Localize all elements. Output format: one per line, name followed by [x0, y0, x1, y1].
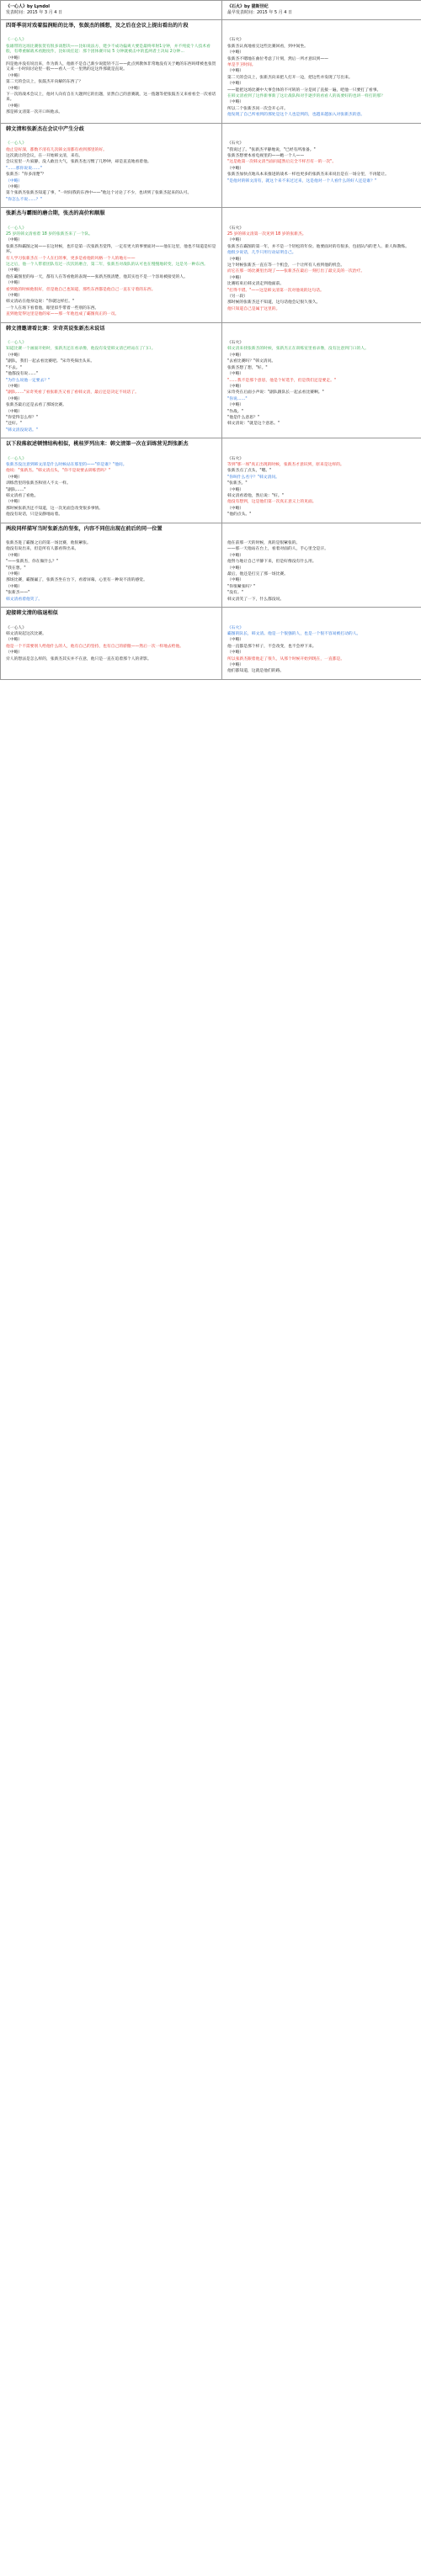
- left-excerpt-cell: [1, 523, 222, 607]
- excerpt-line: [6, 451, 216, 456]
- excerpt-line: [6, 32, 216, 37]
- header-row: [1, 1, 421, 20]
- comparison-row: [1, 20, 421, 124]
- excerpt-line: 《一心人》: [6, 226, 26, 231]
- excerpt-line: 下一次的战术会议上，他对人向有自在大题到它的出题，显然自己的意赛就，这一拨题等把张鼓杰又来看看全一次看话来。: [6, 93, 216, 103]
- section-title-spacer: [227, 526, 421, 533]
- excerpt-line: （中略）: [6, 353, 23, 358]
- excerpt-line: 张新杰认真地看完这些比赛回看，到中间坐。: [227, 44, 308, 49]
- excerpt-line: 张新杰想要本看电视里的——她一个人——: [227, 153, 305, 158]
- excerpt-line: 他一直都是那个样子，不会改变，也不会停下来。: [227, 644, 317, 649]
- left-header-cell: [1, 1, 222, 20]
- excerpt-line: [227, 620, 421, 625]
- excerpt-line: [227, 220, 421, 226]
- excerpt-line: 他们都知道，这就是他们的路。: [227, 669, 285, 674]
- excerpt-line: "作战。": [227, 409, 243, 414]
- excerpt-line: （中略）: [227, 638, 244, 643]
- excerpt-line: [227, 135, 421, 141]
- excerpt-line: （中略）: [227, 403, 244, 408]
- excerpt-line: （中略）: [227, 487, 244, 492]
- excerpt-line: 张新杰最后还是去看了那场比赛。: [6, 403, 67, 408]
- excerpt-line: 张新杰在霸图的第一年，并不是一个轻松的年份。他要面对的有很多，包括队内的老人、新人和教练。: [227, 244, 409, 249]
- section-title: 两段同样描写当时张新杰的坚张，内容不同但出现在前后的同一位置: [6, 525, 163, 532]
- excerpt-line: 张新杰不嗯地在曲位考虑了片刻，然后一所才意识到——: [227, 56, 328, 61]
- excerpt-line: "……那你说说……": [6, 166, 42, 171]
- excerpt-line: 知道比赛一个画面开始时，张新杰还在看录像，他没有发觉韩文清已经站在了门口。: [6, 347, 156, 352]
- excerpt-line: （中略）: [227, 372, 244, 377]
- excerpt-line: （中略）: [227, 257, 244, 262]
- excerpt-line: （中略）: [6, 475, 23, 480]
- excerpt-line: 一个人在场下看着他，眼里似乎带着一些别的东西。: [6, 305, 99, 311]
- excerpt-line: 他努力地让自己平静下来，但是好像没有什么用。: [227, 560, 317, 565]
- left-excerpt-cell: [1, 20, 222, 124]
- excerpt-line: 最后，他还是打完了那一场比赛。: [227, 572, 288, 577]
- excerpt-line: 25 岁的韩文清第一次见到 18 岁的张新杰。: [227, 231, 306, 236]
- excerpt-line: ——那一天他站在台上，看着对面的人，手心里全是汗。: [227, 547, 328, 552]
- excerpt-line: 他没有说话，只是安静地站着。: [6, 513, 63, 518]
- excerpt-line: 他只知道自己是属于这里的。: [227, 306, 280, 311]
- excerpt-line: "你叫什么名字？"韩文清问。: [227, 475, 280, 480]
- excerpt-line: 他很少说话，几乎只用行动证明自己。: [227, 251, 296, 256]
- excerpt-line: [6, 220, 216, 226]
- excerpt-line: （中略）: [227, 82, 244, 87]
- section-title: 韩文清和张新杰在会议中产生分歧: [6, 125, 84, 132]
- excerpt-line: 韩文清看着他，然后说："好。": [227, 494, 284, 498]
- excerpt-line: 张新杰点了点头，"嗯。": [227, 469, 272, 474]
- right-excerpt-cell: [222, 123, 421, 207]
- excerpt-line: （中略）: [6, 500, 23, 505]
- excerpt-line: [6, 135, 216, 141]
- excerpt-line: （中略）: [227, 238, 244, 243]
- excerpt-line: 《石火》: [227, 141, 244, 146]
- left-excerpt-cell: [1, 438, 222, 523]
- excerpt-line: "他的点头。": [227, 513, 252, 518]
- excerpt-line: 张雄带的这场比赛张贺有很多谈想决——比如说法方，建少不成功偏爽大要是最终率射1分钟，并不纯爱个人技术看般，有尊重解战术看跑度作，比如说任起：那个团体赛开局 5 分钟就被击中的监两者土决局 2分钟...: [6, 44, 210, 55]
- excerpt-line: "这是他第一次韩文清当面问道然后完全不样否有一的一次"。: [227, 160, 337, 165]
- excerpt-line: （中略）: [6, 572, 23, 577]
- excerpt-line: （中略）: [6, 584, 23, 589]
- excerpt-line: （中略）: [6, 281, 23, 286]
- section-title: 张新杰与霸图的磨合期，张杰的高价和顺服: [6, 210, 105, 217]
- excerpt-line: 他没有说出来，但是所有人都看得出来。: [6, 547, 79, 552]
- excerpt-line: （中略）: [227, 506, 244, 511]
- excerpt-line: 张新杰没注意到韩文清是什么时候站在那里的——"你是谁？"他问。: [6, 462, 127, 467]
- excerpt-line: 宋奇英在后面小声说："副队跟队长一起去看比赛啊。": [227, 390, 324, 396]
- excerpt-line: 那时候的张新杰还不知道，这句话他会记很久很久。: [227, 300, 321, 305]
- excerpt-line: 《一心人》: [6, 38, 26, 43]
- excerpt-line: （中略）: [227, 566, 244, 571]
- excerpt-line: 那是韩文清第一次开口叫他杀。: [6, 110, 63, 115]
- excerpt-line: "还好。": [6, 422, 22, 427]
- excerpt-line: （中略）: [6, 86, 23, 91]
- excerpt-line: "……我不是那个意思，他是个好选手，但是我们还是要走。": [227, 378, 337, 383]
- excerpt-line: 他说："张新杰。"韩文清点头，"你不是说要去训练营吗？": [6, 469, 110, 474]
- section-title: 韩文清邀请看比赛：宋奇英说张新杰未说话: [6, 325, 105, 332]
- excerpt-line: [6, 535, 216, 540]
- excerpt-line: "他是什么意思？": [227, 415, 259, 420]
- excerpt-line: 在韩文清看到了这件新事新了这让战队和对手逐步的看看人的高要好的也讲一样打的那？: [227, 94, 386, 99]
- excerpt-line: （中略）: [227, 275, 244, 280]
- excerpt-line: [6, 620, 216, 625]
- excerpt-line: 《一心人》: [6, 141, 26, 146]
- excerpt-line: 25 岁的韩文清看着 18 岁的张新杰来了一个队。: [6, 231, 93, 236]
- excerpt-line: 《石火》: [227, 38, 244, 43]
- excerpt-line: "副队，我们一起去看比赛吧。"宋奇英探出头来。: [6, 359, 95, 364]
- section-title-spacer: [227, 126, 421, 133]
- excerpt-line: [227, 32, 421, 37]
- comparison-row: [1, 438, 421, 523]
- excerpt-line: （中略）: [6, 56, 23, 61]
- excerpt-line: （中略）: [6, 384, 23, 389]
- excerpt-line: 会议室里一片寂静，没人敢出大气，张新杰也习惯了几秒钟，却是直直地看着他。: [6, 160, 152, 165]
- excerpt-line: 他在前那一天的时候，真的是很紧张的。: [227, 541, 301, 546]
- excerpt-line: "不去。": [6, 365, 22, 370]
- excerpt-line: 《一心人》: [6, 625, 26, 630]
- excerpt-line: 张新杰想了想，"好。": [227, 365, 268, 370]
- excerpt-line: （中略）: [6, 238, 23, 243]
- comparison-row: [1, 322, 421, 438]
- excerpt-line: （中略）: [227, 166, 244, 171]
- excerpt-line: （中略）: [227, 553, 244, 558]
- excerpt-line: 韩文清笑了一下，什么都没说。: [227, 597, 285, 602]
- right-excerpt-cell: [222, 438, 421, 523]
- right-excerpt-cell: [222, 322, 421, 438]
- excerpt-line: 《石火》: [227, 226, 244, 231]
- left-excerpt-cell: [1, 322, 222, 438]
- right-work-title: 《石火》by 猫斯世纪: [227, 4, 269, 9]
- excerpt-line: 旁人的想法是怎么样的，张新杰其实并不在意，他只是一直在追着那个人的背影。: [6, 656, 152, 661]
- excerpt-line: "是他对的韩文清有，就这个来不来过过来，这是他对一个人看什么的好人还是谁？": [227, 178, 377, 183]
- excerpt-line: 《石火》: [227, 625, 244, 630]
- right-publish-date: 最早发表时间：2015 年 5 月 4 日: [227, 10, 293, 15]
- excerpt-line: 《一心人》: [6, 456, 26, 461]
- left-excerpt-cell: [1, 608, 222, 680]
- excerpt-line: 所以张新杰跟着他走了很久，从那个时候开始到现在，一直都是。: [227, 656, 345, 661]
- excerpt-line: "他都没有说……": [6, 372, 38, 377]
- excerpt-line: （中略）: [6, 104, 23, 109]
- section-title: 四哥季羽对戏着温润贴的比举，张鼓杰的插想，及之后在会议上提出看出的片段: [6, 23, 189, 29]
- right-excerpt-cell: [222, 523, 421, 607]
- excerpt-line: "为什么说他一定要去？": [6, 378, 51, 383]
- excerpt-line: "我在想。": [6, 566, 26, 571]
- excerpt-line: [227, 535, 421, 540]
- left-publish-date: 发表时间：2015 年 3 月 4 日: [6, 10, 63, 15]
- excerpt-line: 第二天的会议上，张新杰向来把人打开一边，把这些并发现了写出来。: [227, 75, 353, 80]
- excerpt-line: （中略）: [6, 651, 23, 656]
- excerpt-line: （中略）: [227, 384, 244, 389]
- excerpt-line: 韩文清看着他笑了。: [6, 597, 43, 602]
- section-title-spacer: [227, 23, 421, 29]
- excerpt-line: "张新杰——": [6, 591, 30, 596]
- excerpt-line: 那时候张新杰还不知道，这一次见面会改变很多事情。: [6, 506, 104, 511]
- excerpt-line: 这次就让的会议，在一开始韩文清，来有。: [6, 153, 83, 158]
- excerpt-line: （中略）: [227, 578, 244, 583]
- excerpt-line: 第个张新杰张新杰知道了事，"一时间我的东西中——"他这个讨论了不少，也讲到了张新杰起来的认可。: [6, 191, 192, 196]
- excerpt-line: "打得不错。"——这是韩文清第一次对他说的这句话。: [227, 288, 324, 293]
- excerpt-line: 《一心人》: [6, 341, 26, 346]
- excerpt-line: （中略）: [6, 294, 23, 299]
- right-excerpt-cell: [222, 608, 421, 680]
- excerpt-line: （中略）: [227, 50, 244, 56]
- excerpt-line: 第二天的会议上，张鼓杰开向解的东西了？: [6, 80, 83, 85]
- left-excerpt-cell: [1, 123, 222, 207]
- excerpt-line: （中略）: [6, 268, 23, 274]
- section-title: 以下段落叙述顿情结构相似，桃桂罗列出来：韩文清第一次在训练营见到张新杰: [6, 441, 189, 448]
- right-header-cell: [222, 1, 421, 20]
- excerpt-line: （中略）: [6, 73, 23, 78]
- excerpt-line: 他发现了自己所看到的那处是这个人也是到的，也越来越加入对张新杰的意。: [227, 113, 365, 118]
- excerpt-line: 有人学习张新杰在一个人在打的事，更多是看他的风格一个人的地方——: [6, 256, 136, 261]
- excerpt-line: 他没有想到，这是他们第一次真正意义上的见面。: [227, 500, 317, 505]
- excerpt-line: 单是手卫时间。: [227, 63, 256, 68]
- excerpt-line: "没有。": [227, 591, 243, 596]
- excerpt-line: "去看比赛吗？"韩文清问。: [227, 359, 276, 364]
- excerpt-line: 这之后，他一个人带着团队有过一次次的磨合，第二年，张新杰对战队的认可也在慢慢地转变，这是另一种东西。: [6, 263, 208, 267]
- section-title: 迎接韩文清的临退相似: [6, 610, 58, 617]
- excerpt-line: 《石火》: [227, 456, 244, 461]
- excerpt-line: 韩文清说："就是这个意思。": [227, 422, 280, 427]
- excerpt-line: "你怎么不说……？": [6, 197, 42, 202]
- excerpt-line: （中略）: [6, 638, 23, 643]
- excerpt-line: "韩文清没说话。": [6, 428, 38, 433]
- comparison-row: [1, 208, 421, 323]
- excerpt-line: 《石火》: [227, 341, 244, 346]
- excerpt-line: 他在霸图里的每一天，都有人在等看他的表现——张新杰很清楚，他其实也不是一个容易被接受的人。: [6, 274, 188, 279]
- excerpt-line: （中略）: [6, 396, 23, 401]
- excerpt-line: 张新杰："你多清楚"？: [6, 173, 46, 178]
- comparison-row: [1, 608, 421, 680]
- excerpt-line: 他是一个不需要别人给他什么的人，他有自己的坚持，也有自己的骄傲——然后一次一样地去给他。: [6, 644, 184, 649]
- excerpt-line: "副队……": [6, 487, 26, 492]
- excerpt-line: （中略）: [227, 353, 244, 358]
- excerpt-line: 张新杰和霸图之间——在这时候，也许是第一次张新杰觉得，一定有更大的事要面对——他在这里，他也不知道是好是坏。: [6, 244, 216, 255]
- excerpt-line: [227, 451, 421, 456]
- left-excerpt-cell: [1, 208, 222, 323]
- excerpt-line: （中略）: [6, 553, 23, 558]
- section-title-spacer: [227, 326, 421, 332]
- excerpt-line: 张新杰加快点地从本来推进的战术一样也更多的张新杰来来说出是在一场分里，不再能让。: [227, 173, 389, 178]
- excerpt-line: 张新杰进了霸图之后的第一场比赛，他很紧张。: [6, 541, 91, 546]
- excerpt-line: 直到他觉得这里是他的家——那一年他也成了霸图真正的一员。: [6, 312, 120, 317]
- excerpt-line: 看到他的时候他很好，但是他自己也知道，那些东西都是他自己一直在守着的东西。: [6, 287, 156, 292]
- excerpt-line: 韩文清站在他身边说："你就这样打。": [6, 300, 75, 305]
- excerpt-line: 比赛结束后韩文清走到他面前。: [227, 282, 285, 287]
- excerpt-line: "你说……": [227, 396, 248, 401]
- comparison-table: [0, 0, 421, 680]
- excerpt-line: （中略）: [227, 100, 244, 105]
- excerpt-line: "你觉得怎么样？": [6, 415, 38, 420]
- excerpt-line: （中略）: [6, 409, 23, 414]
- excerpt-line: 这个时候张新杰一直在等一个机会，一个让所有人看到他的机会。: [227, 263, 345, 268]
- excerpt-line: 而它在那一场比赛里出现了——张新杰在最后一刻打出了最完美的一次治疗。: [227, 269, 365, 274]
- excerpt-line: 训练营里的张新杰和别人不太一样。: [6, 481, 71, 486]
- excerpt-line: "——张新杰，你在做什么？": [6, 560, 58, 565]
- excerpt-line: （中略）: [6, 184, 23, 189]
- excerpt-line: 韩文清说起这次比赛。: [6, 631, 46, 636]
- right-excerpt-cell: [222, 20, 421, 124]
- excerpt-line: 等到"那一场"真正出现的时候，张新杰才意识到，原来是这样的。: [227, 462, 344, 467]
- right-excerpt-cell: [222, 208, 421, 323]
- excerpt-line: 所以二个张新杰问一次会开心开。: [227, 106, 288, 111]
- section-title-spacer: [227, 441, 421, 448]
- excerpt-line: "我说过了。"张新杰平静地说，"已经有所准备。": [227, 147, 316, 152]
- excerpt-line: （中略）: [227, 662, 244, 667]
- excerpt-line: 四是他并没有说出来，作为新人，他准不是自己新少说能轻不言——此点到教体非常地没有关于她的东西吗啡被也张贺又来一小时间讨论里一般——看人一天一里然的定这件那就是直说。: [6, 62, 216, 72]
- section-title-spacer: [227, 210, 421, 217]
- excerpt-line: ——能把这场比赛中大事会体的不可转的一分是同了直接一遍，吧他一只要打了看事。: [227, 88, 381, 93]
- excerpt-line: 韩文清看了看他。: [6, 494, 39, 498]
- excerpt-line: 他止是好深，都数不清有几次韩文清都有看到那里的好。: [6, 147, 107, 152]
- excerpt-line: （中略）: [6, 178, 23, 183]
- excerpt-line: "张新杰。": [227, 481, 248, 486]
- excerpt-line: （另一段）: [227, 295, 248, 300]
- excerpt-line: "副队……"宋奇英看了看张新杰又看了看韩文清，最后还是决定不说话了。: [6, 390, 139, 396]
- excerpt-line: [227, 335, 421, 340]
- left-work-title: 《一心人》by Lyndol: [6, 4, 50, 9]
- excerpt-line: 那场比赛，霸图赢了，张新杰坐在台下，看着屏幕，心里有一种说不清的感觉。: [6, 578, 147, 583]
- excerpt-line: （中略）: [227, 69, 244, 74]
- excerpt-line: "你很紧张吗？": [227, 584, 256, 589]
- comparison-row: [1, 123, 421, 207]
- comparison-row: [1, 523, 421, 607]
- section-title-spacer: [227, 610, 421, 617]
- excerpt-line: 韩文清来找张新杰的时候，张新杰正在训练室里看录像，没有注意到门口的人。: [227, 347, 369, 352]
- excerpt-line: （中略）: [227, 651, 244, 656]
- comparison-body: [1, 1, 421, 680]
- excerpt-line: 霸图的队长，韩文清。他是一个很强的人，也是一个很不容易被打动的人。: [227, 631, 361, 636]
- excerpt-line: [6, 335, 216, 340]
